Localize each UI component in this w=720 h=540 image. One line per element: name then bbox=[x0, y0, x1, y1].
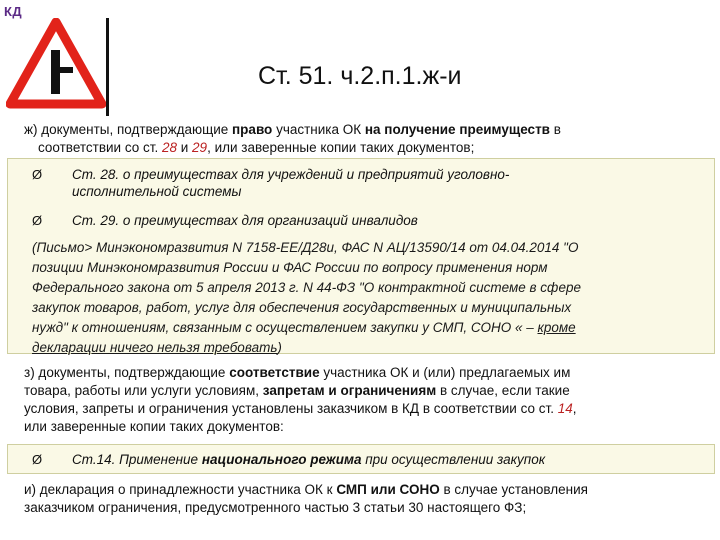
citation-line: позиции Минэкономразвития России и ФАС России по вопросу применения норм bbox=[32, 260, 548, 275]
paragraph-i-line2: заказчиком ограничения, предусмотренного частью 3 статьи 30 настоящего ФЗ; bbox=[24, 500, 527, 515]
text-bold: на получение преимуществ bbox=[364, 122, 550, 137]
citation-line bbox=[32, 318, 687, 338]
bullet-art-28 bbox=[32, 166, 692, 200]
citation-letter bbox=[32, 238, 687, 358]
page-title: Ст. 51. ч.2.п.1.ж-и bbox=[258, 62, 462, 90]
text: товара, работы или услуги условиям, bbox=[24, 383, 263, 398]
text-underlined: декларации ничего нельзя требовать bbox=[32, 340, 278, 355]
bullet-text: Ст. 28. о преимуществах для учреждений и предприятий уголовно- bbox=[72, 167, 510, 182]
kd-label: КД bbox=[4, 4, 23, 19]
road-sign-junction-icon bbox=[6, 18, 106, 110]
text-bold: право bbox=[232, 122, 273, 137]
paragraph-zh-line1 bbox=[24, 121, 561, 139]
citation-line: закупок товаров, работ, услуг для обеспечения государственных и муниципальных bbox=[32, 300, 572, 315]
paragraph-z-line1 bbox=[24, 364, 577, 382]
article-ref: 14 bbox=[557, 401, 573, 416]
text-bold: запретам и ограничениям bbox=[262, 383, 437, 398]
paragraph-zh bbox=[24, 121, 561, 157]
citation-line bbox=[32, 338, 687, 358]
text: и) декларация о принадлежности участника ОК к bbox=[24, 482, 337, 497]
paragraph-z-line3 bbox=[24, 400, 577, 418]
article-ref: 28 bbox=[161, 140, 177, 155]
text: нужд" к отношениям, связанным с осуществлением закупки у СМП, СОНО « – bbox=[32, 320, 538, 335]
paragraph-zh-line2 bbox=[24, 139, 561, 157]
vertical-divider bbox=[106, 18, 109, 116]
text: условия, запреты и ограничения установлены заказчиком в КД в соответствии со ст. bbox=[24, 401, 558, 416]
text: , bbox=[572, 401, 577, 416]
arrow-bullet-icon: Ø bbox=[32, 213, 43, 228]
text: при осуществлении закупок bbox=[361, 452, 546, 467]
arrow-bullet-icon: Ø bbox=[32, 167, 43, 182]
text: участника ОК и (или) предлагаемых им bbox=[319, 365, 571, 380]
bullet-text: Ст. 29. о преимуществах для организаций инвалидов bbox=[72, 213, 418, 228]
text-bold: СМП или СОНО bbox=[336, 482, 440, 497]
text: , или заверенные копии таких документов; bbox=[207, 140, 475, 155]
paragraph-z bbox=[24, 364, 577, 436]
paragraph-z-line2 bbox=[24, 382, 577, 400]
text: в bbox=[549, 122, 561, 137]
arrow-bullet-icon: Ø bbox=[32, 452, 43, 467]
text: з) документы, подтверждающие bbox=[24, 365, 230, 380]
paragraph-i bbox=[24, 481, 588, 517]
citation-line: (Письмо> Минэкономразвития N 7158-ЕЕ/Д28и, ФАС N АЦ/13590/14 от 04.04.2014 "О bbox=[32, 240, 579, 255]
text-bold: соответствие bbox=[229, 365, 320, 380]
paragraph-z-line4: или заверенные копии таких документов: bbox=[24, 419, 284, 434]
bullet-art-29 bbox=[32, 212, 692, 229]
text: ) bbox=[277, 340, 282, 355]
bullet-text: исполнительной системы bbox=[72, 184, 242, 199]
paragraph-i-line1 bbox=[24, 481, 588, 499]
text: ж) документы, подтверждающие bbox=[24, 122, 233, 137]
text: участника ОК bbox=[272, 122, 365, 137]
text: в случае установления bbox=[439, 482, 588, 497]
text: соответствии со ст. bbox=[38, 140, 162, 155]
text-bold: национального режима bbox=[201, 452, 362, 467]
text-underlined: кроме bbox=[537, 320, 576, 335]
bullet-art-14 bbox=[32, 451, 692, 468]
text: Ст.14. Применение bbox=[72, 452, 202, 467]
text: в случае, если такие bbox=[436, 383, 570, 398]
text: и bbox=[176, 140, 193, 155]
article-ref: 29 bbox=[192, 140, 208, 155]
citation-line: Федерального закона от 5 апреля 2013 г. N 44-ФЗ "О контрактной системе в сфере bbox=[32, 280, 582, 295]
